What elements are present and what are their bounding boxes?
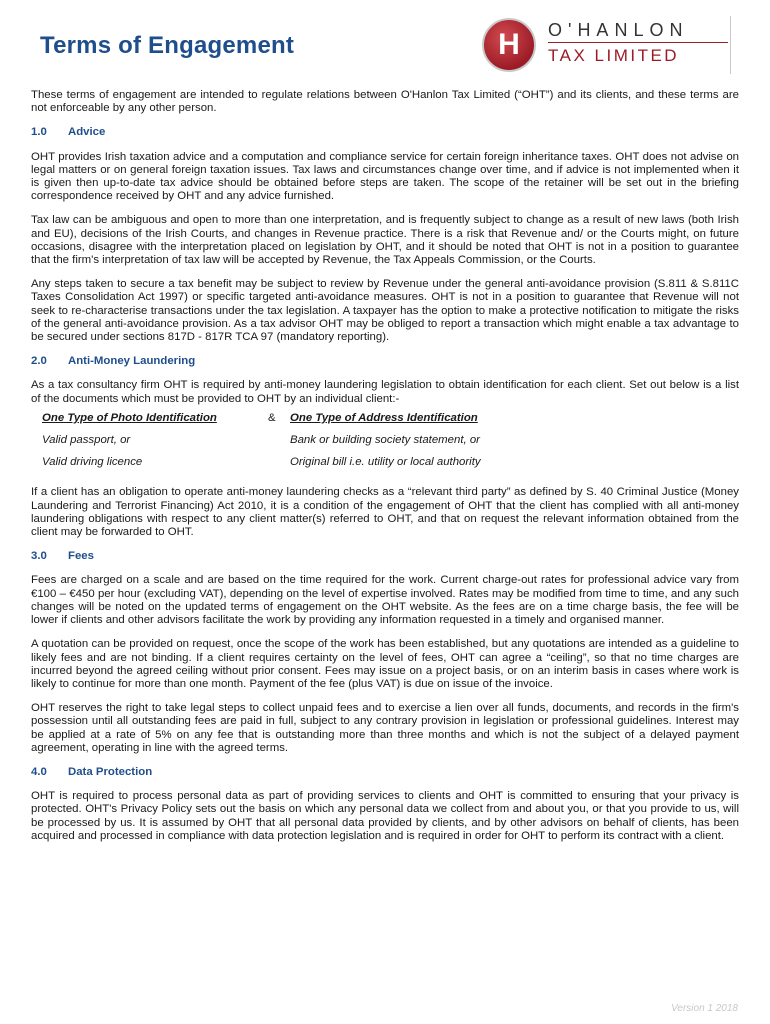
address-id-cell: Bank or building society statement, or	[290, 434, 480, 447]
paragraph: OHT reserves the right to take legal steps to collect unpaid fees and to exercise a lien over all funds, documents, and records in the firm's possession until all outstanding fees are paid in full, subject to any contrary provision in legislation or professional guidelines. Interest may be applied at a rate of 5% on any fee that is outstanding more than three months and which is not the subject of a delayed payment agreement, operating in line with the agreed terms.	[31, 702, 739, 754]
section-heading-data-protection	[31, 766, 739, 779]
section-title: Anti-Money Laundering	[68, 355, 196, 368]
paragraph: Any steps taken to secure a tax benefit may be subject to review by Revenue under the general anti-avoidance provision (S.811 & S.811C Taxes Consolidation Act 1997) or specific targeted anti-avoidance measures. OHT is not in a position to guarantee that Revenue will not seek to re-characterise transactions under the tax legislation. A taxpayer has the option to make a protective notification to mitigate the risks of the general anti-avoidance provision. As a tax advisor OHT may be obliged to report a transaction which might enable a tax advantage to be secured under sections 817D - 817R TCA 97 (mandatory reporting).	[31, 278, 739, 344]
photo-id-cell: Valid driving licence	[42, 456, 143, 469]
section-title: Advice	[68, 126, 106, 139]
photo-id-cell: Valid passport, or	[42, 434, 131, 447]
version-footer: Version 1 2018	[671, 1003, 738, 1014]
section-title: Fees	[68, 550, 94, 563]
logo-emblem	[482, 18, 536, 72]
address-id-cell: Original bill i.e. utility or local authority	[290, 456, 481, 469]
table-header-row	[31, 412, 739, 434]
paragraph: OHT is required to process personal data as part of providing services to clients and OHT is committed to ensuring that your privacy is protected. OHT's Privacy Policy sets out the basis on which any personal data we collect from and about you, or that you provide to us, will be processed by us. It is assumed by OHT that all personal data provided by clients, and by other advisors on behalf of clients, has been acquired and processed in compliance with data protection legislation and is required in order for OHT to perform its contract with a client.	[31, 790, 739, 842]
section-heading-fees	[31, 550, 739, 563]
section-heading-advice	[31, 126, 739, 139]
identification-table	[31, 412, 739, 479]
section-number: 4.0	[31, 765, 47, 778]
paragraph: As a tax consultancy firm OHT is required by anti-money laundering legislation to obtain identification for each client. Set out below is a list of the documents which must be provided to OHT by an individual client:-	[31, 379, 739, 405]
intro-paragraph: These terms of engagement are intended to regulate relations between O'Hanlon Tax Limited (“OHT”) and its clients, and these terms are not enforceable by any other person.	[31, 89, 739, 115]
table-row	[31, 434, 739, 456]
logo-divider	[548, 42, 728, 43]
logo-name: O'HANLON	[548, 20, 689, 40]
section-number: 3.0	[31, 550, 47, 563]
paragraph: Fees are charged on a scale and are based on the time required for the work. Current charge-out rates for professional advice vary from €100 – €450 per hour (excluding VAT), depending on the level of expertise involved. Rates may be modified from time to time, and any such changes will be noted on the updated terms of engagement on the OHT website. As the fees are on a time charge basis, the fee will be lower if clients and other advisors facilitate the work by providing any information requested in a timely and organised manner.	[31, 574, 739, 627]
paragraph: A quotation can be provided on request, once the scope of the work has been established, but any quotations are intended as a guideline to likely fees and are not binding. If a client requires certainty on the level of fees, OHT can agree a “ceiling”, so that no time charges are incurred beyond the agreed ceiling without prior consent. Fees may issue on a project basis, or on an interim basis in cases where work is likely to continue for more than one month. Payment of the fee (plus VAT) is due on issue of the invoice.	[31, 638, 739, 690]
photo-id-header: One Type of Photo Identification	[42, 411, 217, 424]
section-heading-aml	[31, 355, 739, 368]
section-number: 1.0	[31, 126, 47, 139]
logo-letter: H	[498, 28, 520, 61]
section-title: Data Protection	[68, 765, 153, 778]
logo-side-rule	[730, 16, 731, 74]
paragraph: If a client has an obligation to operate anti-money laundering checks as a “relevant third party” as defined by S. 40 Criminal Justice (Money Laundering and Terrorist Financing) Act 2010, it is a condition of the engagement of OHT that the client has complied with all anti-money laundering obligations with respect to any client matter(s) referred to OHT, and that on request the relevant information obtained from the client may be forwarded to OHT.	[31, 486, 739, 539]
address-id-header: One Type of Address Identification	[290, 411, 478, 424]
section-number: 2.0	[31, 355, 47, 368]
table-row	[31, 456, 739, 478]
paragraph: Tax law can be ambiguous and open to more than one interpretation, and is frequently subject to change as a result of new laws (both Irish and EU), decisions of the Irish Courts, and changes in Revenue practice. There is a risk that Revenue and/ or the Courts might, on future occasions, disagree with the interpretation placed on legislation by OHT, and it should be noted that OHT is not in a position to guarantee that the firm's interpretation of tax law will be accepted by Revenue, the Tax Appeals Commission, or the Courts.	[31, 214, 739, 267]
logo-subtitle: TAX LIMITED	[548, 46, 680, 65]
page-title: Terms of Engagement	[40, 32, 295, 59]
ampersand: &	[268, 411, 276, 424]
paragraph: OHT provides Irish taxation advice and a computation and compliance service for certain foreign inheritance taxes. OHT does not advise on legal matters or on general foreign taxation issues. Tax laws and circumstances change over time, and if advice is not implemented when it is given then up-to-date tax advice should be obtained before steps are taken. The scope of the retainer will be set out in the briefing correspondence received by OHT and any advice furnished.	[31, 150, 739, 203]
document-body	[31, 89, 739, 854]
company-logo	[482, 16, 742, 74]
